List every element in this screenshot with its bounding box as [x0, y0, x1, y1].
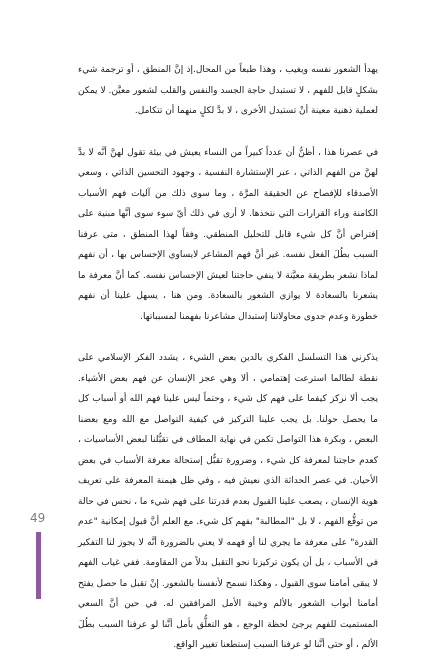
body-text [78, 60, 378, 656]
paragraph-2: في عصرنا هذا ، أظنُّ أن عدداً كبيراً من النساء يعيش في بيئة تقول لهنَّ أنَّه لا بدَّ لهنَّ من الفهم الذاتي ، عبر الإستشارة النفسية ، وجهود التحسين الذاتي ، وسعي الأصدقاء للإفصاح عن الحقيقة المرَّة ، وما سوى ذلك من آليات فهم الأسباب الكامنة وراء القرارات التي نتخذها. لا أرى في ذلك أيّ سوء سوى أنَّها مبنية على إفتراض أنَّ كل شيء قابل للتحليل المنطقي. وفقاً لهذا المنطق ، متى عرفنا السبب بطُلَ الفعل نفسه. غير أنَّ فهم المشاعر لايساوي الإحساس بها ، أن نفهم لماذا نشعر بطريقة معيَّنة لا ينفي حاجتنا لعيش الإحساس نفسه. كما أنَّ معرفة ما يشعرنا بالسعادة لا يوازي الشعور بالسعادة. ومن هنا ، يسهل علينا أن نفهم خطورة وعدم جدوى محاولاتنا إستبدال مشاعرنا بفهمنا لمسبباتها. [78, 147, 378, 322]
paragraph-1: يهدأ الشعور نفسه ويغيب ، وهذا طبعاً من المحال.إذ إنَّ المنطق ، أو ترجمة شيء بشكلٍ قابل للفهم ، لا تستبدل حاجة الجسد والنفس والقلب لشعور معيَّن. لا يمكن لعملية ذهنية معينة أنْ تستبدل الأخرى ، لا بدَّ لكلٍ منهما أن تتكامل. [78, 65, 378, 116]
side-accent-bar [36, 532, 41, 599]
paragraph-3: يذكرني هذا التسلسل الفكري بالدين بعض الشيء ، يشدد الفكر الإسلامي على نقطة لطالما استرعت إهتمامي ، ألا وهي عجز الإنسان عن فهم بعض الأشياء. يجب ألا نركز كيفما على فهم كل شيء ، وحتماً ليس علينا فهم الله أو أسباب كل ما يحصل حولنا. بل يجب علينا التركيز في كيفية التواصل مع الله ومع بعضنا البعض ، وبكرة هذا التواصل تكمن في نهاية المطاف في تقبُّلنا لبعض الأساسيات ، كعدم حاجتنا لمعرفة كل شيء ، وضرورة تقبُّل إستحالة معرفة الأسباب في بعض الأحيان. في عصر الحداثة الذي نعيش فيه ، وفي ظل هيمنة المعرفة على تعريف هوية الإنسان ، يصعب علينا القبول بعدم قدرتنا على فهم شيء ما ، نحس في حالة من توقُّع الفهم ، لا بل "المطالبة" بفهم كل شيء. مع العلم أنَّ قبول إمكانية "عدم القدرة" على معرفة ما يجري لنا أو فهمه لا يعني بالضرورة أنَّه لا يجوز لنا التفكير في الأسباب ، بل أن يكون تركيزنا نحو التقبل بدلاً من المقاومة. ففي غياب الفهم لا يبقى أمامنا سوى القبول ، وهكذا نسمح لأنفسنا بالشعور. إنْ تقبل ما حصل يفتح أمامنا أبواب الشعور بالألم وخيبة الأمل المرافقين له. في حين أنَّ السعي المستميت للفهم يرجئ لحظة الوجع ، هو التعلُّق بأمل أنَّنا لو عرفنا السبب بطُلَ الألم ، أو حتى أنَّنا لو عرفنا السبب إستطعنا تغيير الواقع. [78, 353, 378, 650]
page-number: 49 [30, 511, 46, 525]
